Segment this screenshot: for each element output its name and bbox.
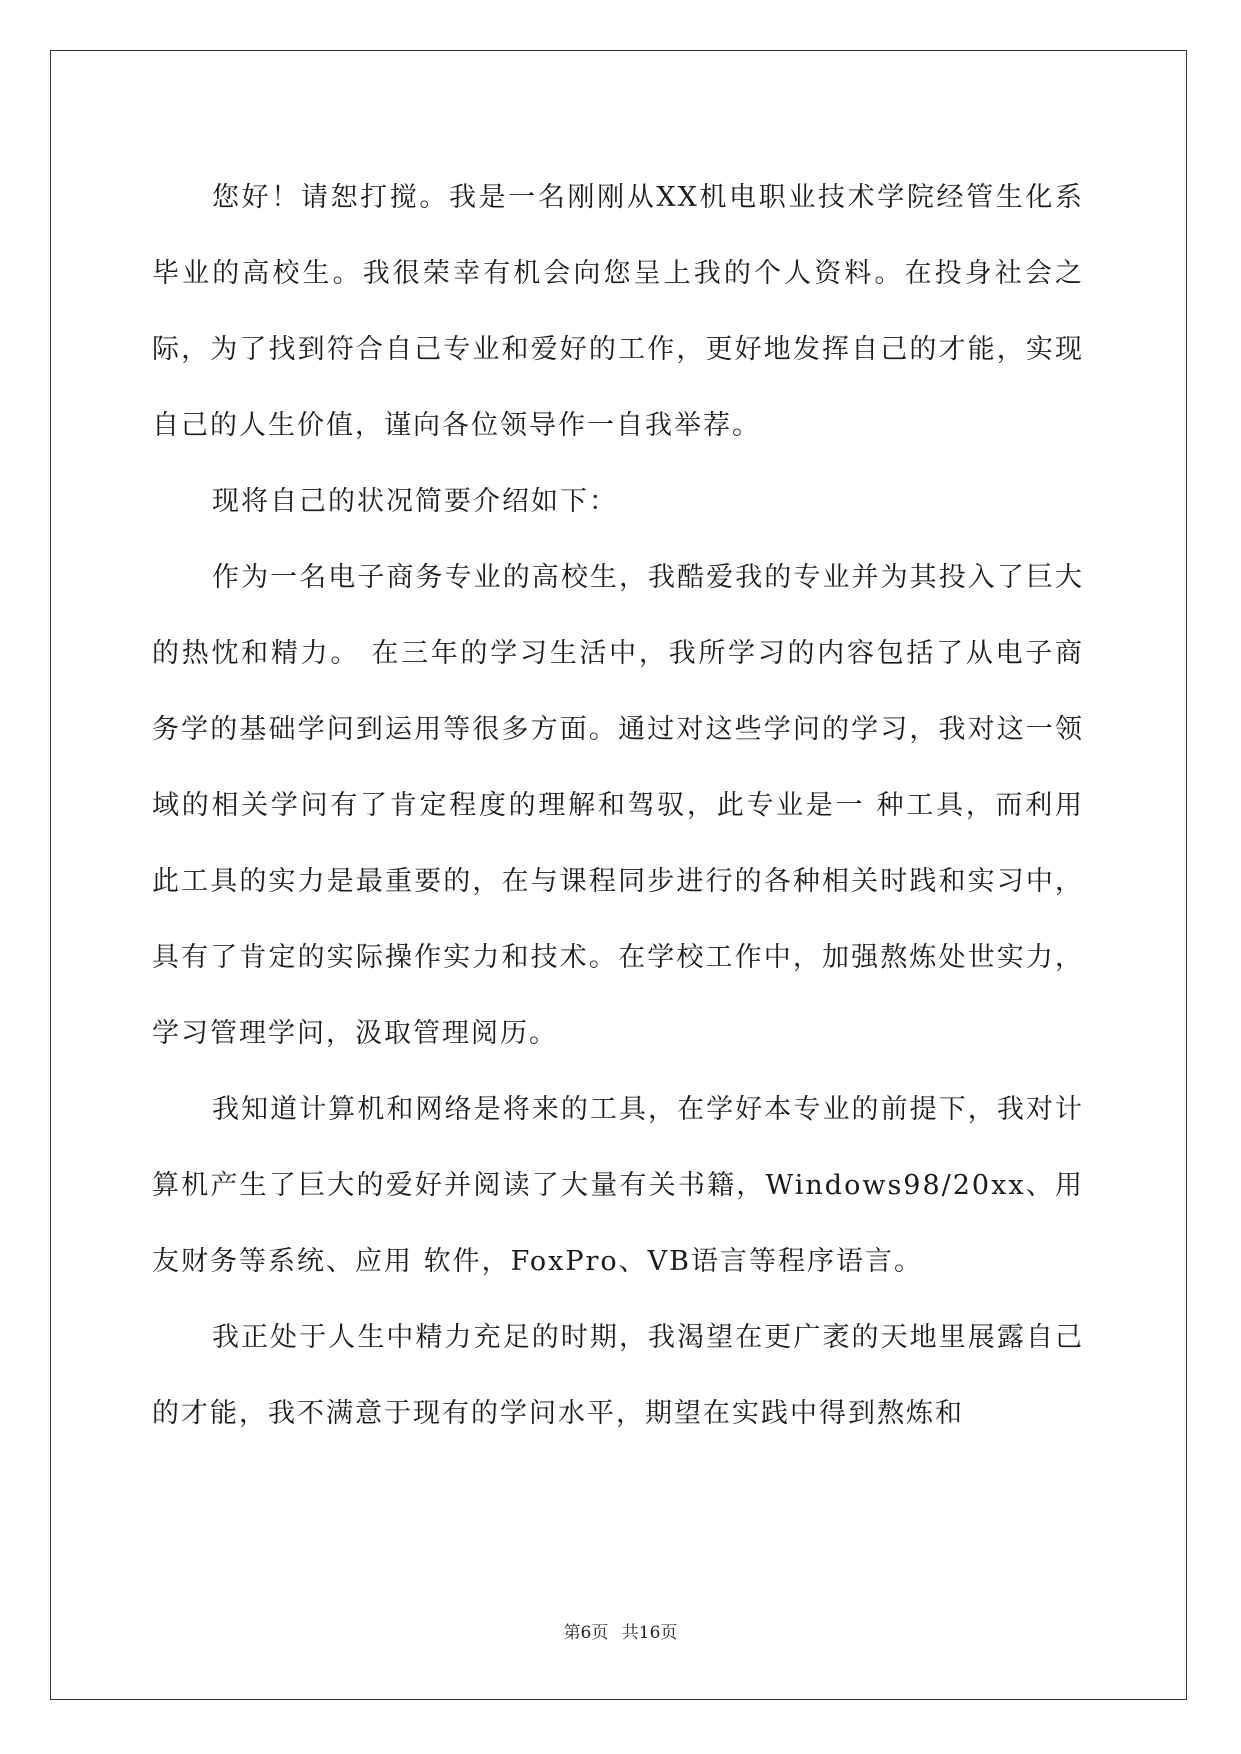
letter-body <box>152 160 1084 1452</box>
page-total: 共16页 <box>621 1623 678 1643</box>
paragraph-major: 作为一名电子商务专业的高校生，我酷爱我的专业并为其投入了巨大的热忱和精力。 在三年的学习生活中，我所学习的内容包括了从电子商务学的基础学问到运用等很多方面。通过对这些学问的学习，我对这一领域的相关学问有了肯定程度的理解和驾驭，此专业是一 种工具，而利用此工具的实力是最重要的，在与课程同步进行的各种相关时践和实习中， 具有了肯定的实际操作实力和技术。在学校工作中，加强熬炼处世实力，学习管理学问，汲取管理阅历。 <box>152 562 1084 1049</box>
page-number: 第6页 <box>563 1623 609 1643</box>
paragraph-computer-skills: 我知道计算机和网络是将来的工具，在学好本专业的前提下，我对计算机产生了巨大的爱好并阅读了大量有关书籍，Windows98/20xx、用友财务等系统、应用 软件，FoxPro、VB语言等程序语言。 <box>152 1094 1084 1277</box>
page-footer <box>0 1618 1241 1643</box>
paragraph-intro: 您好！请恕打搅。我是一名刚刚从XX机电职业技术学院经管生化系毕业的高校生。我很荣幸有机会向您呈上我的个人资料。在投身社会之际，为了找到符合自己专业和爱好的工作，更好地发挥自己的才能，实现自己的人生价值，谨向各位领导作一自我举荐。 <box>152 182 1084 441</box>
paragraph-aspiration: 我正处于人生中精力充足的时期，我渴望在更广袤的天地里展露自己的才能，我不满意于现有的学问水平，期望在实践中得到熬炼和 <box>152 1322 1084 1429</box>
paragraph-summary-heading: 现将自己的状况简要介绍如下： <box>212 486 618 517</box>
